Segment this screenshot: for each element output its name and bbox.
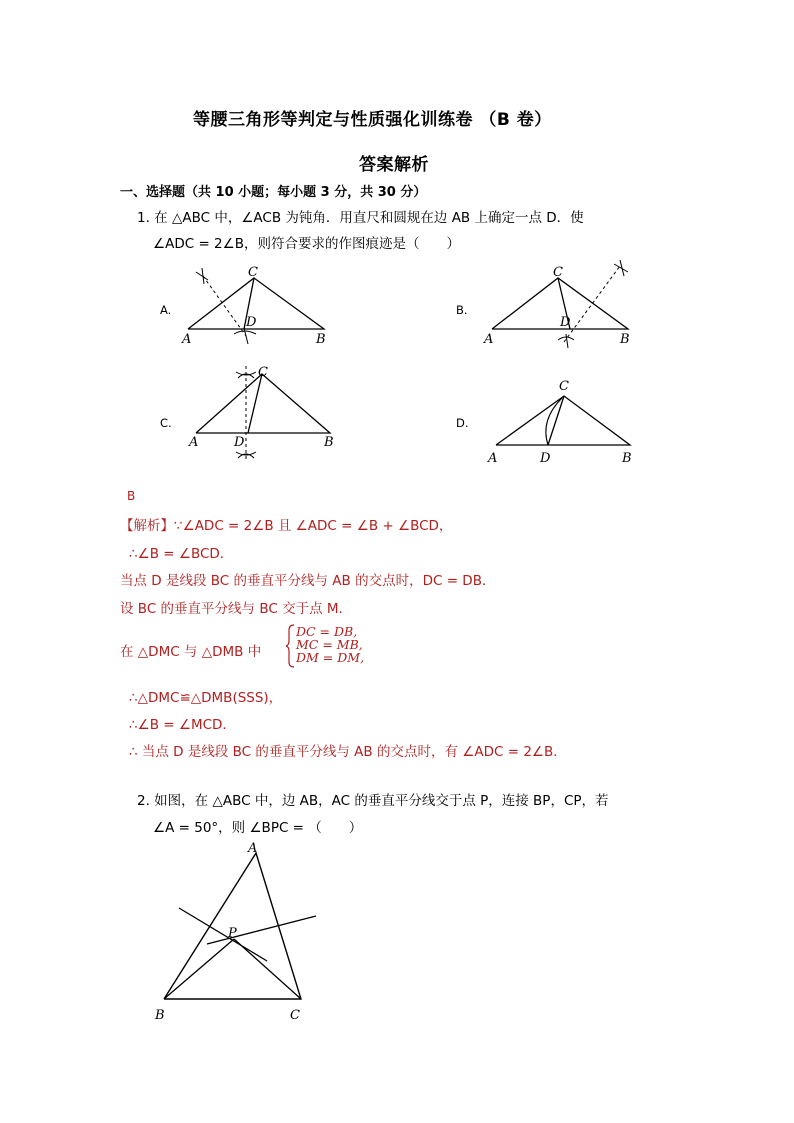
- q2-line1: 2. 如图，在 △ABC 中，边 AB，AC 的垂直平分线交于点 P，连接 BP，CP，若: [137, 793, 609, 809]
- option-d-label: D.: [456, 416, 469, 430]
- figure-option-c: [184, 362, 344, 467]
- fig-q2-label-p: P: [228, 926, 237, 941]
- q1-line1: 1. 在 △ABC 中，∠ACB 为钝角．用直尺和圆规在边 AB 上确定一点 D．使: [137, 210, 584, 226]
- fig-c-label-d: D: [234, 435, 245, 450]
- fig-b-label-b: B: [620, 332, 630, 347]
- fig-b-label-d: D: [560, 315, 571, 330]
- fig-d-label-c: C: [559, 379, 569, 394]
- equation-system: [296, 625, 364, 664]
- fig-q2-label-c: C: [290, 1008, 300, 1023]
- q2-line2: ∠A = 50°，则 ∠BPC = （ ）: [153, 820, 363, 836]
- fig-q2-label-a: A: [248, 841, 258, 856]
- document-title: 等腰三角形等判定与性质强化训练卷 （B 卷）: [193, 110, 552, 130]
- fig-a-label-d: D: [246, 315, 257, 330]
- analysis-line-5: 在 △DMC 与 △DMB 中: [120, 644, 262, 660]
- fig-a-label-c: C: [248, 265, 258, 280]
- analysis-line-7: ∴∠B = ∠MCD．: [129, 717, 236, 733]
- fig-a-label-a: A: [182, 332, 192, 347]
- document-subtitle: 答案解析: [359, 155, 429, 175]
- fig-d-label-a: A: [488, 451, 498, 466]
- analysis-line-3: 当点 D 是线段 BC 的垂直平分线与 AB 的交点时，DC = DB．: [120, 573, 496, 589]
- q1-answer: B: [127, 489, 136, 503]
- option-b-label: B.: [456, 303, 468, 317]
- analysis-line-4: 设 BC 的垂直平分线与 BC 交于点 M．: [120, 601, 353, 617]
- analysis-line-8: ∴ 当点 D 是线段 BC 的垂直平分线与 AB 的交点时，有 ∠ADC = 2∠B．: [129, 744, 567, 760]
- fig-c-label-b: B: [324, 435, 334, 450]
- analysis-line-6: ∴△DMC≌△DMB(SSS)，: [129, 690, 283, 706]
- equation-1: DC = DB,: [296, 624, 358, 639]
- option-a-label: A.: [160, 303, 172, 317]
- equation-2: MC = MB,: [296, 637, 363, 652]
- fig-c-label-a: A: [189, 435, 199, 450]
- section-heading: 一、选择题（共 10 小题；每小题 3 分，共 30 分）: [120, 185, 427, 200]
- fig-c-label-c: C: [258, 365, 268, 380]
- figure-option-a: [178, 258, 338, 353]
- fig-d-label-d: D: [540, 451, 551, 466]
- analysis-line-1: 【解析】∵∠ADC = 2∠B 且 ∠ADC = ∠B + ∠BCD，: [120, 518, 453, 534]
- fig-d-label-b: B: [622, 451, 632, 466]
- figure-q2-triangle: [150, 836, 330, 1026]
- fig-q2-label-b: B: [155, 1008, 165, 1023]
- option-c-label: C.: [160, 416, 172, 430]
- figure-option-d: [482, 372, 642, 467]
- q1-line2: ∠ADC = 2∠B，则符合要求的作图痕迹是（ ）: [153, 236, 461, 252]
- fig-b-label-c: C: [553, 265, 563, 280]
- analysis-line-2: ∴∠B = ∠BCD．: [129, 546, 234, 562]
- figure-option-b: [480, 258, 640, 353]
- fig-a-label-b: B: [316, 332, 326, 347]
- equation-brace: [286, 624, 296, 668]
- equation-3: DM = DM,: [296, 650, 365, 665]
- fig-b-label-a: A: [484, 332, 494, 347]
